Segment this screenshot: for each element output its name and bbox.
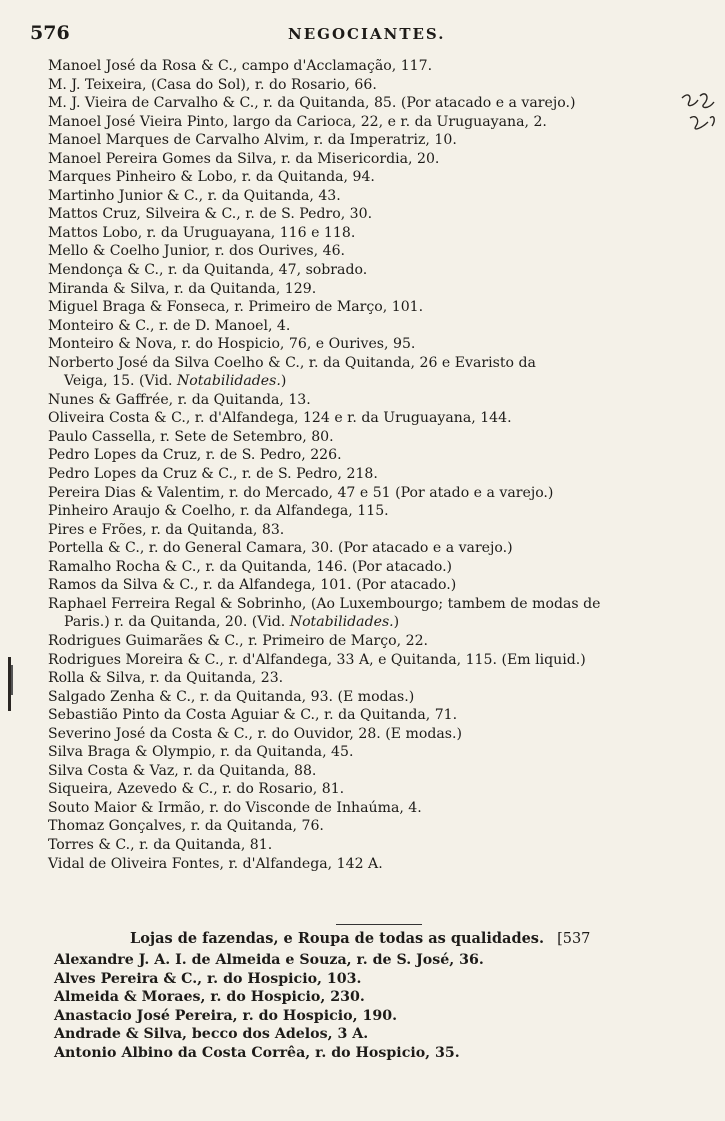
merchant-entry: Severino José da Costa & C., r. do Ouvidor, 28. (E modas.) (48, 725, 463, 742)
merchant-entry: Manoel José Vieira Pinto, largo da Carioca, 22, e r. da Uruguayana, 2. (48, 113, 547, 130)
merchant-entry: Thomaz Gonçalves, r. da Quitanda, 76. (48, 818, 324, 835)
merchant-entry: Sebastião Pinto da Costa Aguiar & C., r. da Quitanda, 71. (48, 707, 458, 724)
section-title-text: Lojas de fazendas, e Roupa de todas as qualidades. (130, 930, 545, 947)
merchant-entry: Silva Braga & Olympio, r. da Quitanda, 45. (48, 744, 354, 761)
merchant-entry: Miranda & Silva, r. da Quitanda, 129. (48, 280, 317, 297)
section-divider (336, 924, 422, 925)
merchant-entry: Mello & Coelho Junior, r. dos Ourives, 46. (48, 243, 346, 260)
merchant-entry: Rodrigues Moreira & C., r. d'Alfandega, 33 A, e Quitanda, 115. (Em liquid.) (48, 651, 586, 668)
merchant-entry: Oliveira Costa & C., r. d'Alfandega, 124 e r. da Uruguayana, 144. (48, 410, 512, 427)
merchant-entry: Manoel Marques de Carvalho Alvim, r. da Imperatriz, 10. (48, 132, 457, 149)
cross-reference: Notabilidades. (289, 614, 394, 631)
merchant-entry: Rolla & Silva, r. da Quitanda, 23. (48, 670, 284, 687)
merchant-entry: Souto Maior & Irmão, r. do Visconde de Inhaúma, 4. (48, 799, 422, 816)
page-header (30, 22, 690, 46)
merchant-entry: Paulo Cassella, r. Sete de Setembro, 80. (48, 428, 334, 445)
shop-entry: Andrade & Silva, becco dos Adelos, 3 A. (54, 1026, 369, 1042)
merchant-entry: Monteiro & C., r. de D. Manoel, 4. (48, 317, 291, 334)
merchant-entry: Pires e Frões, r. da Quitanda, 83. (48, 521, 285, 538)
merchant-list (48, 57, 698, 873)
shop-entry: Anastacio José Pereira, r. do Hospicio, 190. (54, 1007, 398, 1024)
merchant-entry: Portella & C., r. do General Camara, 30. (Por atacado e a varejo.) (48, 540, 513, 557)
merchant-entry: Monteiro & Nova, r. do Hospicio, 76, e Ourives, 95. (48, 336, 416, 353)
fabric-shop-list (54, 951, 704, 1062)
merchant-entry: Silva Costa & Vaz, r. da Quitanda, 88. (48, 762, 317, 779)
shop-entry: Almeida & Moraes, r. do Hospicio, 230. (54, 989, 365, 1005)
merchant-entry: Nunes & Gaffrée, r. da Quitanda, 13. (48, 391, 311, 408)
merchant-entry: Vidal de Oliveira Fontes, r. d'Alfandega, 142 A. (48, 855, 383, 872)
section-page-ref: [537 (557, 931, 591, 947)
cross-reference: Notabilidades. (176, 373, 281, 390)
merchant-entry: Pedro Lopes da Cruz, r. de S. Pedro, 226. (48, 447, 342, 464)
merchant-entry: Martinho Junior & C., r. da Quitanda, 43. (48, 187, 341, 204)
shop-entry: Alves Pereira & C., r. do Hospicio, 103. (54, 970, 362, 987)
margin-ink-mark (6, 655, 16, 715)
handwritten-annotation (676, 88, 721, 138)
merchant-entry: Mattos Cruz, Silveira & C., r. de S. Pedro, 30. (48, 206, 373, 223)
merchant-entry: Mattos Lobo, r. da Uruguayana, 116 e 118. (48, 224, 356, 241)
merchant-entry: Pedro Lopes da Cruz & C., r. de S. Pedro, 218. (48, 466, 378, 483)
merchant-entry: Ramos da Silva & C., r. da Alfandega, 101. (Por atacado.) (48, 577, 457, 594)
merchant-entry: Siqueira, Azevedo & C., r. do Rosario, 81. (48, 781, 345, 798)
merchant-entry: Manoel José da Rosa & C., campo d'Acclamação, 117. (48, 58, 433, 74)
merchant-entry: Salgado Zenha & C., r. da Quitanda, 93. (E modas.) (48, 688, 415, 705)
merchant-entry: Ramalho Rocha & C., r. da Quitanda, 146. (Por atacado.) (48, 558, 453, 575)
merchant-entry: M. J. Teixeira, (Casa do Sol), r. do Rosario, 66. (48, 76, 377, 93)
section-heading (130, 930, 590, 947)
merchant-entry: Pinheiro Araujo & Coelho, r. da Alfandega, 115. (48, 503, 389, 520)
shop-entry: Alexandre J. A. I. de Almeida e Souza, r. de S. José, 36. (54, 952, 484, 968)
merchant-entry: Pereira Dias & Valentim, r. do Mercado, 47 e 51 (Por atado e a varejo.) (48, 484, 554, 501)
merchant-entry-continuation: Paris.) r. da Quitanda, 20. (Vid. Notabilidades.) (64, 614, 400, 631)
merchant-entry: Torres & C., r. da Quitanda, 81. (48, 836, 273, 853)
merchant-entry: Marques Pinheiro & Lobo, r. da Quitanda, 94. (48, 169, 375, 186)
merchant-entry: Manoel Pereira Gomes da Silva, r. da Misericordia, 20. (48, 150, 440, 167)
merchant-entry: Norberto José da Silva Coelho & C., r. da Quitanda, 26 e Evaristo da (48, 354, 536, 371)
shop-entry: Antonio Albino da Costa Corrêa, r. do Hospicio, 35. (54, 1044, 460, 1061)
merchant-entry-continuation: Veiga, 15. (Vid. Notabilidades.) (64, 373, 287, 390)
running-head: NEGOCIANTES. (288, 25, 446, 43)
merchant-entry: M. J. Vieira de Carvalho & C., r. da Quitanda, 85. (Por atacado e a varejo.) (48, 95, 576, 112)
page-number: 576 (30, 22, 70, 44)
merchant-entry: Raphael Ferreira Regal & Sobrinho, (Ao Luxembourgo; tambem de modas de (48, 595, 601, 612)
merchant-entry: Rodrigues Guimarães & C., r. Primeiro de Março, 22. (48, 632, 429, 649)
merchant-entry: Mendonça & C., r. da Quitanda, 47, sobrado. (48, 262, 368, 279)
merchant-entry: Miguel Braga & Fonseca, r. Primeiro de Março, 101. (48, 299, 424, 316)
